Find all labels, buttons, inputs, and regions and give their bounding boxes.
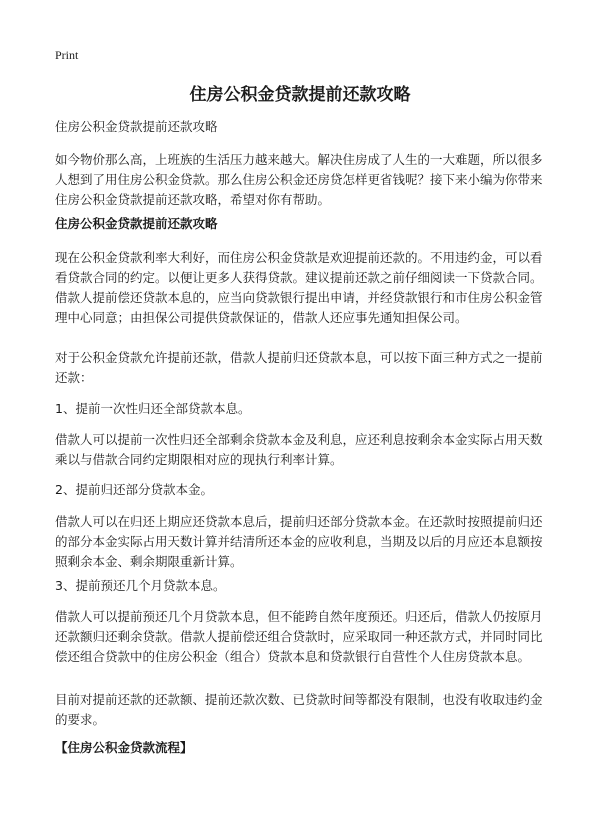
section-heading: 住房公积金贷款提前还款攻略 [55,216,218,231]
method-2-title: 2、提前归还部分贷款本金。 [55,482,213,497]
method-3-title: 3、提前预还几个月贷款本息。 [55,578,226,593]
method-2-text: 借款人可以在归还上期应还贷款本息后，提前归还部分贷款本金。在还款时按照提前归还的部分本金实际占用天数计算并结清所还本金的应收利息，当期及以后的月应还本息额按照剩余本金、剩余期限重新计算。 [55,514,543,569]
paragraph-three-methods: 对于公积金贷款允许提前还款，借款人提前归还贷款本息，可以按下面三种方式之一提前还款： [55,350,543,385]
flow-heading: 【住房公积金贷款流程】 [55,740,193,755]
paragraph-prepayment-policy: 现在公积金贷款利率大利好，而住房公积金贷款是欢迎提前还款的。不用违约金，可以看看贷款合同的约定。以便让更多人获得贷款。建议提前还款之前仔细阅读一下贷款合同。 借款人提前偿还贷款本息的，应当向贷款银行提出申请，并经贷款银行和市住房公积金管理中心同意；由担保公司提供贷款保证的，借款人还应事先通知担保公司。 [55,250,543,325]
page-title: 住房公积金贷款提前还款攻略 [189,85,411,105]
article-subtitle: 住房公积金贷款提前还款攻略 [55,119,218,134]
intro-paragraph: 如今物价那么高，上班族的生活压力越来越大。解决住房成了人生的一大难题，所以很多人想到了用住房公积金贷款。那么住房公积金还房贷怎样更省钱呢？接下来小编为你带来住房公积金贷款提前还款攻略，希望对你有帮助。 [55,152,543,207]
method-3-text: 借款人可以提前预还几个月贷款本息，但不能跨自然年度预还。归还后，借款人仍按原月还款额归还剩余贷款。借款人提前偿还组合贷款时，应采取同一种还款方式，并同时同比偿还组合贷款中的住房公积金（组合）贷款本息和贷款银行自营性个人住房贷款本息。 [55,609,543,664]
method-1-title: 1、提前一次性归还全部贷款本息。 [55,401,251,416]
paragraph-no-limits: 目前对提前还款的还款额、提前还款次数、已贷款时间等都没有限制，也没有收取违约金的要求。 [55,692,543,727]
print-link[interactable]: Print [55,48,79,62]
method-1-text: 借款人可以提前一次性归还全部剩余贷款本金及利息，应还利息按剩余本金实际占用天数乘以与借款合同约定期限相对应的现执行利率计算。 [55,432,543,467]
